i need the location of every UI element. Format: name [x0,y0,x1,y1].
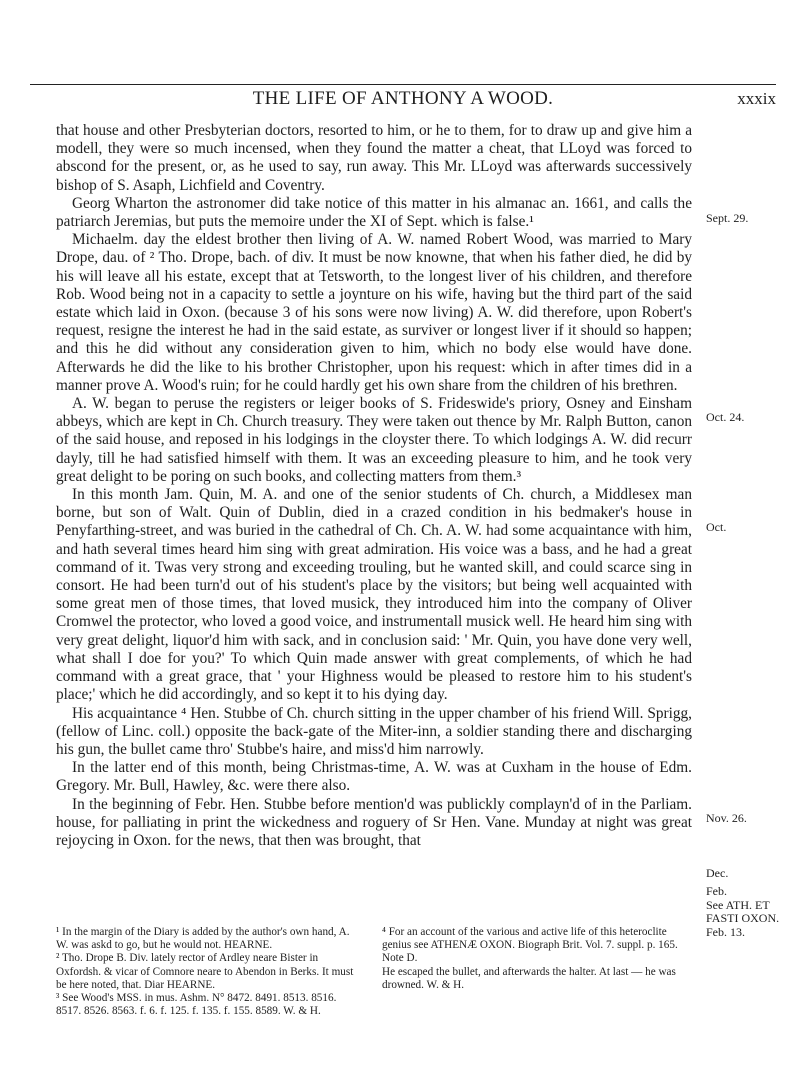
header-rule [30,84,776,85]
running-title: THE LIFE OF ANTHONY A WOOD. [252,88,554,109]
margin-note-feb: Feb. [706,884,727,898]
footnote: He escaped the bullet, and afterwards the halter. At last — he was drowned. W. & H. [382,965,676,991]
margin-note-see: See ATH. ET FASTI OXON. [706,898,780,925]
margin-note-oct24: Oct. 24. [706,410,745,424]
footnote: ¹ In the margin of the Diary is added by the author's own hand, A. W. was askd to go, but he would not. HEARNE. [56,926,350,952]
page-header [30,88,776,114]
margin-note-dec: Dec. [706,866,729,880]
footnote: ⁴ For an account of the various and active life of this heteroclite genius see ATHENÆ OXON. Biograph Brit. Vol. 7. suppl. p. 165. Note D. [382,926,678,965]
paragraph: that house and other Presbyterian doctors, resorted to him, or he to them, for to draw up and give him a modell, they were so much incensed, when they found the matter a cheat, that LLoyd was forced to abscond for the present, or, as he used to say, run away. This Mr. LLoyd was afterwards successively bishop of S. Asaph, Lichfield and Coventry. [56,122,692,194]
margin-note-sept: Sept. 29. [706,211,749,225]
paragraph: His acquaintance ⁴ Hen. Stubbe of Ch. church sitting in the upper chamber of his friend Will. Sprigg, (fellow of Linc. coll.) opposite the back-gate of the Miter-inn, a soldier standing there and discharging his gun, the bullet came thro' Stubbe's haire, and miss'd him narrowly. [56,704,692,758]
margin-note-nov: Nov. 26. [706,811,747,825]
paragraph: A. W. began to peruse the registers or leiger books of S. Frideswide's priory, Osney and Einsham abbeys, which are kept in Ch. Church treasury. They were taken out thence by Mr. Ralph Button, canon of the said house, and reposed in his lodgings in the cloyster there. To which lodgings A. W. did recurr dayly, till he had satisfied himself with them. It was an exceeding pleasure to him, and he took very great delight to be poring on such books, and collecting matters from them.³ [56,395,692,485]
paragraph: Georg Wharton the astronomer did take notice of this matter in his almanac an. 1661, and calls the patriarch Jeremias, but puts the memoire under the XI of Sept. which is false.¹ [56,194,692,231]
body-text [56,122,692,850]
page-number: xxxix [737,89,776,108]
margin-note-feb13: Feb. 13. [706,925,745,939]
footnote: ² Tho. Drope B. Div. lately rector of Ardley neare Bister in Oxfordsh. & vicar of Comnore neare to Abendon in Berks. It must be here noted, that. Diar HEARNE. [56,952,354,991]
paragraph: In the latter end of this month, being Christmas-time, A. W. was at Cuxham in the house of Edm. Gregory. Mr. Bull, Hawley, &c. were there also. [56,759,692,795]
margin-note-oct: Oct. [706,520,727,534]
footnote: ³ See Wood's MSS. in mus. Ashm. N° 8472. 8491. 8513. 8516. 8517. 8526. 8563. f. 6. f. 125. f. 135. f. 155. 8589. W. & H. [56,992,337,1018]
paragraph: In the beginning of Febr. Hen. Stubbe before mention'd was publickly complayn'd of in the Parliam. house, for palliating in print the wickedness and roguery of Sr Hen. Vane. Munday at night was great rejoycing in Oxon. for the news, that then was brought, that [56,795,692,849]
paragraph: In this month Jam. Quin, M. A. and one of the senior students of Ch. church, a Middlesex man borne, but son of Walt. Quin of Dublin, died in a crazed condition in his bedmaker's house in Penyfarthing-street, and was buried in the cathedral of Ch. Ch. A. W. had some acquaintance with him, and hath several times heard him sing with great admiration. His voice was a bass, and he had a great command of it. Twas very strong and exceeding trouling, but he wanted skill, and could scarce sing in consort. He had been turn'd out of his student's place by the visitors; but being well acquainted with some great men of those times, that loved musick, they introduced him into the company of Oliver Cromwel the protector, who loved a good voice, and instrumentall musick well. He heard him sing with very great delight, liquor'd him with sack, and in conclusion said: ' Mr. Quin, you have done very well, what shall I doe for you?' To which Quin made answer with great complements, of which he had command with a great grace, that ' your Highness would be pleased to restore him to his student's place;' which he did accordingly, and so kept it to his dying day. [56,486,692,704]
footnotes-right-column [382,926,688,992]
footnotes-left-column [56,926,362,1018]
paragraph: Michaelm. day the eldest brother then living of A. W. named Robert Wood, was married to Mary Drope, dau. of ² Tho. Drope, bach. of div. It must be now knowne, that when his father died, he did by his will leave all his estate, except that at Tetsworth, to the longest liver of his children, and therefore Rob. Wood being not in a capacity to settle a joynture on his wife, having but the third part of the said estate which laid in Oxon. (because 3 of his sons were now living) A. W. did therefore, upon Robert's request, resigne the interest he had in the said estate, as surviver or longest liver if it should so happen; and this he did without any consideration given to him, which no body else would have done. Afterwards he did the like to his brother Christopher, upon his request: which in after times did in a manner prove A. Wood's ruin; for he could hardly get his own share from the children of his brethren. [56,231,692,394]
